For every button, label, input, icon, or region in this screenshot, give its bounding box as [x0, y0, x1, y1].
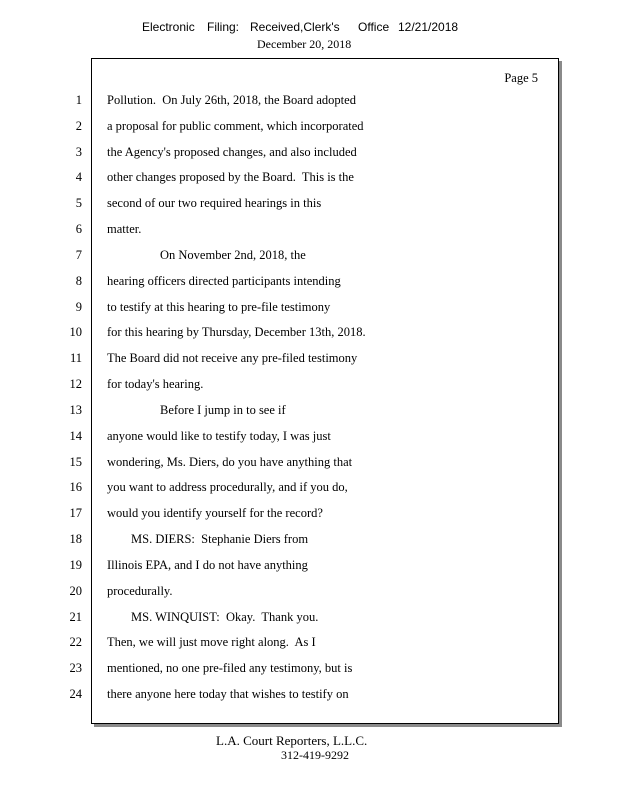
line-text: matter. [107, 222, 142, 236]
line-text: procedurally. [107, 584, 173, 598]
line-text: you want to address procedurally, and if you do, [107, 480, 348, 494]
line-number: 2 [75, 119, 82, 133]
line-text: On November 2nd, 2018, the [160, 248, 306, 262]
line-text: for this hearing by Thursday, December 13th, 2018. [107, 325, 366, 339]
line-number: 13 [69, 403, 82, 417]
line-number: 4 [75, 170, 82, 184]
line-text: MS. WINQUIST: Okay. Thank you. [131, 610, 319, 624]
line-number: 23 [69, 661, 82, 675]
line-number: 6 [75, 222, 82, 236]
line-text: wondering, Ms. Diers, do you have anything that [107, 455, 353, 469]
line-text: hearing officers directed participants intending [107, 274, 341, 288]
line-number: 16 [69, 480, 82, 494]
header-filing: Filing: [207, 20, 240, 34]
line-number: 19 [69, 558, 82, 572]
line-number: 1 [75, 93, 82, 107]
line-text: would you identify yourself for the record? [107, 506, 323, 520]
line-number: 10 [69, 325, 82, 339]
line-number: 7 [75, 248, 82, 262]
header-office: Office [358, 20, 390, 34]
line-text: Illinois EPA, and I do not have anything [107, 558, 308, 572]
line-text: anyone would like to testify today, I was just [107, 429, 331, 443]
line-number: 11 [69, 351, 82, 365]
line-text: mentioned, no one pre-filed any testimony, but is [107, 661, 353, 675]
line-number: 22 [69, 635, 82, 649]
line-number: 5 [75, 196, 82, 210]
header-electronic: Electronic [142, 20, 195, 34]
line-text: Before I jump in to see if [160, 403, 286, 417]
line-text: a proposal for public comment, which incorporated [107, 119, 364, 133]
line-number: 9 [75, 300, 82, 314]
line-text: other changes proposed by the Board. This is the [107, 170, 354, 184]
line-text: The Board did not receive any pre-filed testimony [107, 351, 358, 365]
line-number: 8 [75, 274, 82, 288]
header-received: Received,Clerk's [250, 20, 340, 34]
line-number: 18 [69, 532, 82, 546]
line-number: 17 [69, 506, 82, 520]
line-number: 24 [69, 687, 82, 701]
line-number: 3 [75, 145, 82, 159]
line-text: the Agency's proposed changes, and also included [107, 145, 357, 159]
line-text: MS. DIERS: Stephanie Diers from [131, 532, 309, 546]
page-number: Page 5 [504, 71, 538, 85]
line-text: Pollution. On July 26th, 2018, the Board adopted [107, 93, 356, 107]
line-number: 12 [69, 377, 82, 391]
hearing-date: December 20, 2018 [257, 37, 352, 51]
line-number: 20 [69, 584, 82, 598]
line-number: 14 [69, 429, 82, 443]
header-stamp-date: 12/21/2018 [398, 20, 459, 34]
footer-company: L.A. Court Reporters, L.L.C. [216, 733, 368, 748]
line-text: to testify at this hearing to pre-file testimony [107, 300, 331, 314]
line-number: 21 [69, 610, 82, 624]
line-text: second of our two required hearings in this [107, 196, 322, 210]
footer-phone: 312-419-9292 [281, 748, 349, 762]
line-text: there anyone here today that wishes to testify on [107, 687, 349, 701]
line-number: 15 [69, 455, 82, 469]
line-text: Then, we will just move right along. As I [107, 635, 316, 649]
line-text: for today's hearing. [107, 377, 204, 391]
filing-header [0, 20, 618, 36]
